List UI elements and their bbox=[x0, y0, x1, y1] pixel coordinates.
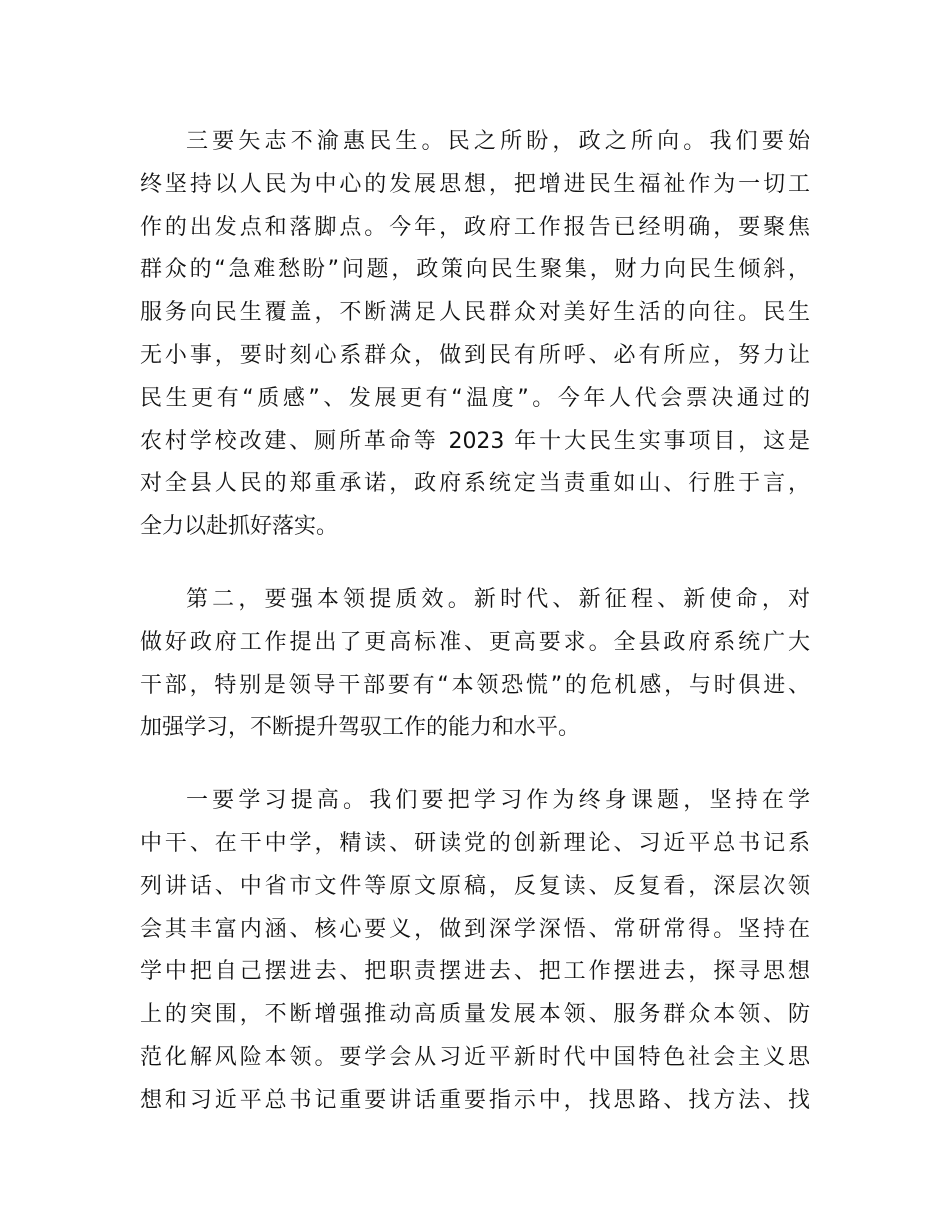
paragraph-gap bbox=[140, 750, 820, 780]
text-line: 上的突围，不断增强推动高质量发展本领、服务群众本领、防 bbox=[140, 1002, 810, 1028]
text-line: 第二，要强本领提质效。新时代、新征程、新使命，对 bbox=[186, 586, 810, 612]
text-line: 作的出发点和落脚点。今年，政府工作报告已经明确，要聚焦 bbox=[140, 214, 810, 240]
text-line: 三要矢志不渝惠民生。民之所盼，政之所向。我们要始 bbox=[186, 129, 810, 154]
text-line: 全力以赴抓好落实。 bbox=[140, 514, 339, 540]
text-line: 中干、在干中学，精读、研读党的创新理论、习近平总书记系 bbox=[140, 830, 810, 856]
text-line: 一要学习提高。我们要把学习作为终身课题，坚持在学 bbox=[186, 788, 810, 814]
paragraph-1 bbox=[140, 121, 820, 549]
text-line: 对全县人民的郑重承诺，政府系统定当责重如山、行胜于言， bbox=[140, 471, 810, 497]
text-line: 民生更有“质感”、发展更有“温度”。今年人代会票决通过的 bbox=[140, 385, 810, 411]
text-line: 无小事，要时刻心系群众，做到民有所呼、必有所应，努力让 bbox=[140, 342, 810, 368]
text-line: 服务向民生覆盖，不断满足人民群众对美好生活的向往。民生 bbox=[140, 300, 810, 326]
text-line: 干部，特别是领导干部要有“本领恐慌”的危机感，与时俱进、 bbox=[140, 672, 810, 698]
paragraph-gap bbox=[140, 549, 820, 579]
text-line: 终坚持以人民为中心的发展思想，把增进民生福祉作为一切工 bbox=[140, 171, 810, 197]
text-line: 列讲话、中省市文件等原文原稿，反复读、反复看，深层次领 bbox=[140, 873, 810, 899]
paragraph-2 bbox=[140, 579, 820, 750]
text-line: 群众的“急难愁盼”问题，政策向民生聚集，财力向民生倾斜， bbox=[140, 257, 810, 283]
text-line: 会其丰富内涵、核心要义，做到深学深悟、常研常得。坚持在 bbox=[140, 916, 810, 942]
document-body bbox=[140, 121, 820, 1123]
text-line: 加强学习，不断提升驾驭工作的能力和水平。 bbox=[140, 715, 581, 741]
text-line: 农村学校改建、厕所革命等 2023 年十大民生实事项目，这是 bbox=[140, 428, 810, 454]
text-line: 学中把自己摆进去、把职责摆进去、把工作摆进去，探寻思想 bbox=[140, 959, 810, 985]
text-line: 想和习近平总书记重要讲话重要指示中，找思路、找方法、找 bbox=[140, 1087, 810, 1113]
text-line: 做好政府工作提出了更高标准、更高要求。全县政府系统广大 bbox=[140, 629, 810, 655]
paragraph-3 bbox=[140, 780, 820, 1122]
text-line: 范化解风险本领。要学会从习近平新时代中国特色社会主义思 bbox=[140, 1044, 810, 1070]
